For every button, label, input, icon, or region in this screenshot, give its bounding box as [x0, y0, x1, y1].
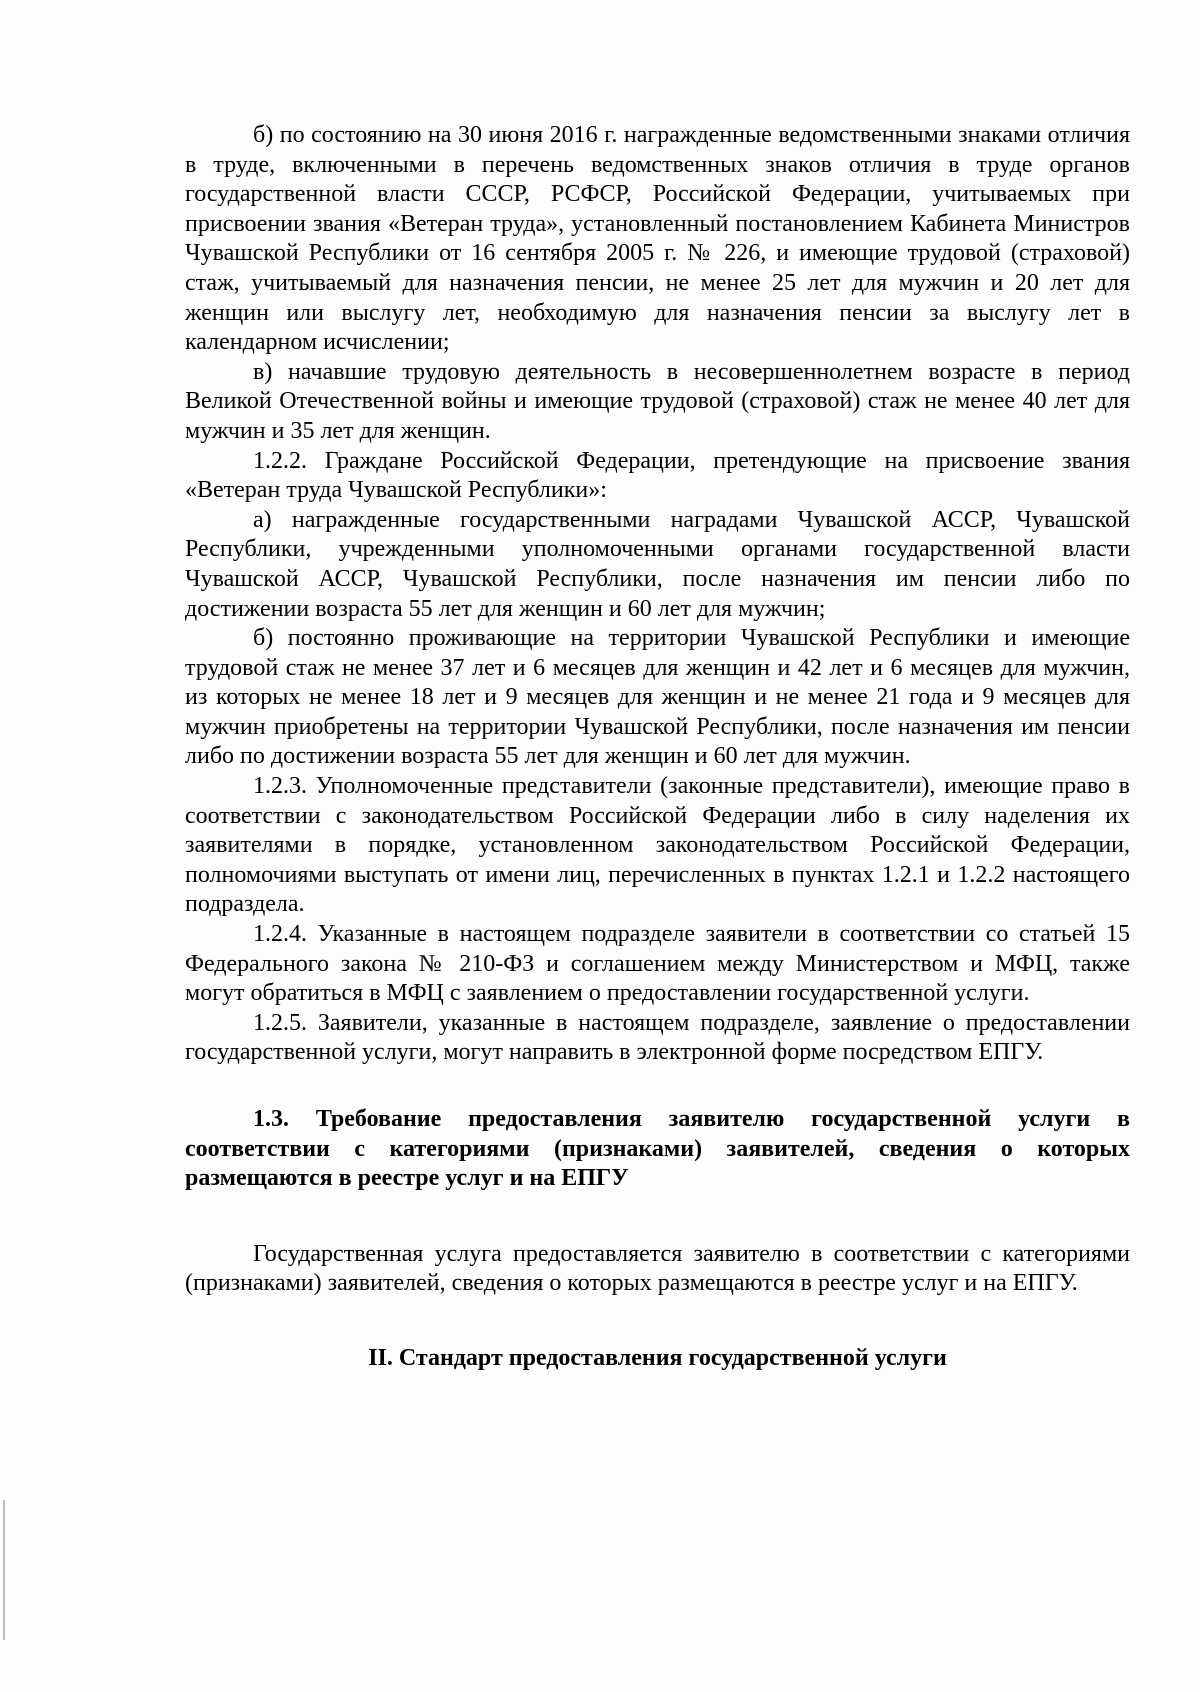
paragraph-b-departmental-awards: б) по состоянию на 30 июня 2016 г. награжденные ведомственными знаками отличия в труде, включенными в перечень ведомственных знаков отличия в труде органов государственной власти СССР, РСФСР, Российской Федерации, учитываемых при присвоении звания «Ветеран труда», установленный постановлением Кабинета Министров Чувашской Республики от 16 сентября 2005 г. № 226, и имеющие трудовой (страховой) стаж, учитываемый для назначения пенсии, не менее 25 лет для мужчин и 20 лет для женщин или выслугу лет, необходимую для назначения пенсии за выслугу лет в календарном исчислении;: [185, 122, 1130, 356]
paragraph-b-residence-seniority: б) постоянно проживающие на территории Чувашской Республики и имеющие трудовой стаж не менее 37 лет и 6 месяцев для женщин и 42 лет и 6 месяцев для мужчин, из которых не менее 18 лет и 9 месяцев для женщин и не менее 21 года и 9 месяцев для мужчин приобретены на территории Чувашской Республики, после назначения им пенсии либо по достижении возраста 55 лет для женщин и 60 лет для мужчин.: [185, 625, 1130, 770]
chapter-heading-ii: II. Стандарт предоставления государственной услуги: [368, 1344, 947, 1371]
document-body: [185, 121, 1130, 1374]
paragraph-1-2-5: 1.2.5. Заявители, указанные в настоящем подразделе, заявление о предоставлении государственной услуги, могут направить в электронной форме посредством ЕПГУ.: [185, 1009, 1130, 1066]
paragraph-v-wartime-work: в) начавшие трудовую деятельность в несовершеннолетнем возрасте в период Великой Отечественной войны и имеющие трудовой (страховой) стаж не менее 40 лет для мужчин и 35 лет для женщин.: [185, 358, 1130, 444]
section-heading-1-3: 1.3. Требование предоставления заявителю государственной услуги в соответствии с категориями (признаками) заявителей, сведения о которых размещаются в реестре услуг и на ЕПГУ: [185, 1106, 1130, 1192]
paragraph-1-2-2: 1.2.2. Граждане Российской Федерации, претендующие на присвоение звания «Ветеран труда Чувашской Республики»:: [185, 447, 1130, 504]
paragraph-1-2-4: 1.2.4. Указанные в настоящем подразделе заявители в соответствии со статьей 15 Федерального закона № 210-ФЗ и соглашением между Министерством и МФЦ, также могут обратиться в МФЦ с заявлением о предоставлении государственной услуги.: [185, 921, 1130, 1007]
scan-edge-line: [3, 1500, 5, 1640]
paragraph-a-state-awards: а) награжденные государственными наградами Чувашской АССР, Чувашской Республики, учрежденными уполномоченными органами государственной власти Чувашской АССР, Чувашской Республики, после назначения им пенсии либо по достижении возраста 55 лет для женщин и 60 лет для мужчин;: [185, 506, 1130, 622]
paragraph-1-2-3: 1.2.3. Уполномоченные представители (законные представители), имеющие право в соответствии с законодательством Российской Федерации либо в силу наделения их заявителями в порядке, установленном законодательством Российской Федерации, полномочиями выступать от имени лиц, перечисленных в пунктах 1.2.1 и 1.2.2 настоящего подраздела.: [185, 773, 1130, 918]
section-body-1-3: Государственная услуга предоставляется заявителю в соответствии с категориями (признаками) заявителей, сведения о которых размещаются в реестре услуг и на ЕПГУ.: [185, 1240, 1130, 1297]
